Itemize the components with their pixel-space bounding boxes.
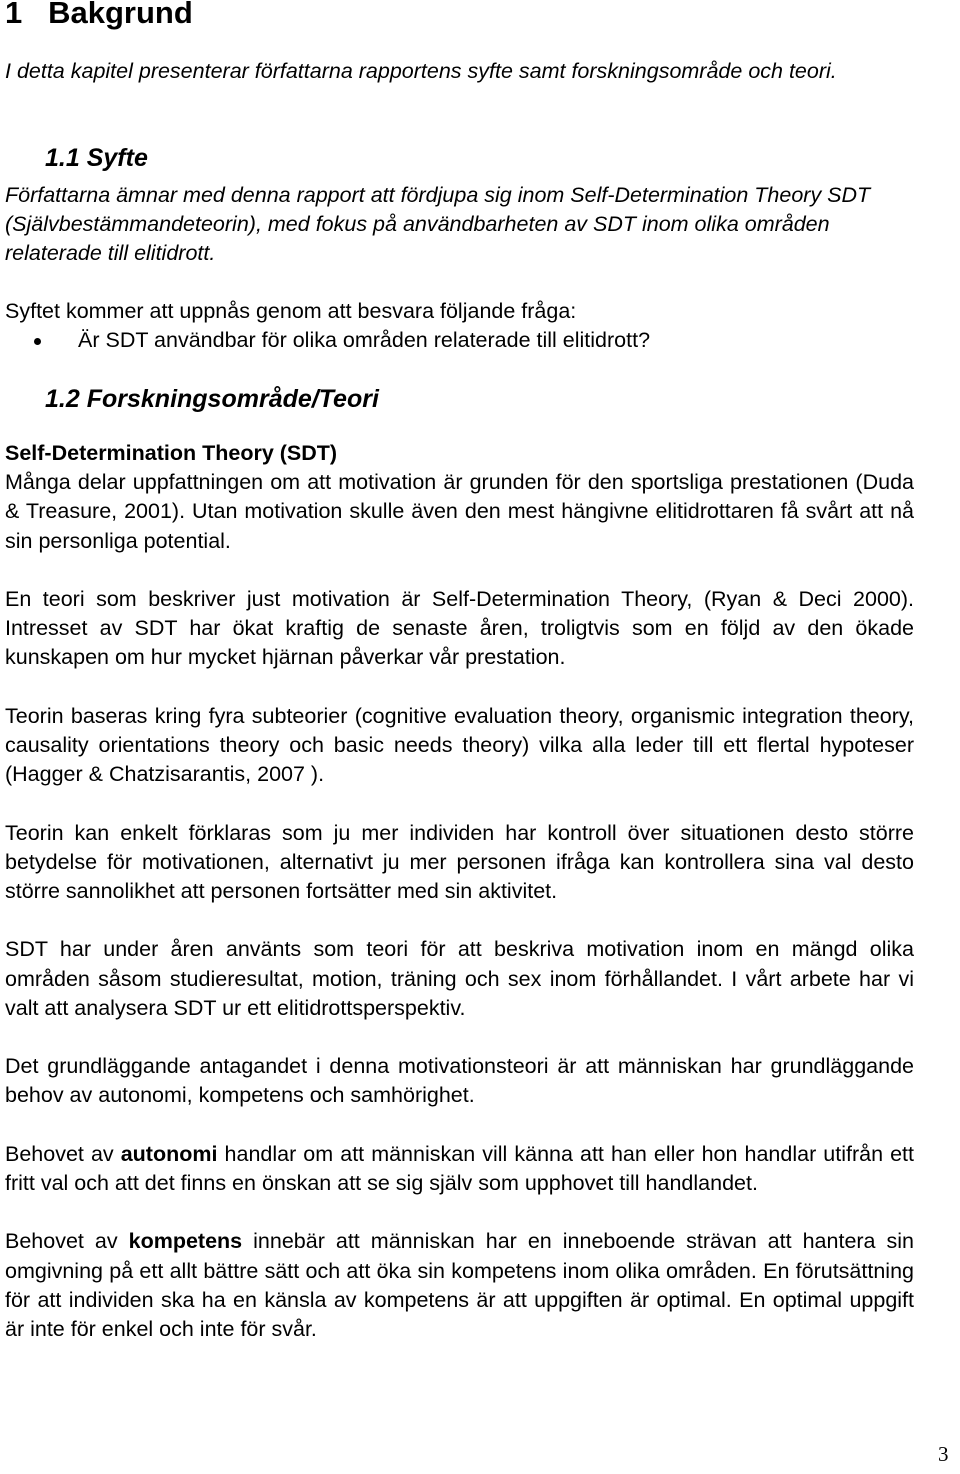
text-run: Behovet av <box>5 1229 129 1254</box>
paragraph: En teori som beskriver just motivation är Self-Determination Theory, (Ryan & Deci 2000). Intresset av SDT har ökat kraftig de senaste åren, troligtvis som en följd av den ökade kunskapen om hur mycket hjärnan påverkar vår prestation. <box>5 587 914 670</box>
section-number: 1.2 <box>45 385 80 413</box>
section-number: 1.1 <box>45 144 80 172</box>
term-autonomi: autonomi <box>120 1141 218 1166</box>
section-title: Syfte <box>86 144 148 172</box>
paragraph: Många delar uppfattningen om att motivation är grunden för den sportsliga prestationen (Duda & Treasure, 2001). Utan motivation skulle även den mest hängivne elitidrottaren få svårt att nå sin personliga potential. <box>5 470 914 553</box>
term-kompetens: kompetens <box>128 1229 243 1254</box>
text-run: innebär att människan har en inneboende strävan att hantera sin omgivning på ett allt bättre sätt och att öka sin kompetens inom olika områden. En förutsättning för att individen ska ha en känsla av kompetens är att uppgiften är optimal. En optimal uppgift är inte för enkel och inte för svår. <box>5 1229 915 1341</box>
text-run: Behovet av <box>5 1141 121 1166</box>
section-heading-syfte <box>45 143 148 173</box>
page-number: 3 <box>938 1442 949 1466</box>
paragraph-kompetens <box>5 1227 914 1344</box>
list-item <box>5 326 650 355</box>
section-heading-forskningsomrade <box>45 384 379 414</box>
paragraph: Teorin kan enkelt förklaras som ju mer individen har kontroll över situationen desto större betydelse för motivationen, alternativt ju mer personen ifråga kan kontrollera sina val desto större sannolikhet att personen fortsätter med sin aktivitet. <box>5 820 914 903</box>
chapter-number: 1 <box>5 0 23 30</box>
paragraph: Det grundläggande antagandet i denna motivationsteori är att människan har grundläggande behov av autonomi, kompetens och samhörighet. <box>5 1054 914 1108</box>
question-list <box>5 326 650 355</box>
paragraph: Teorin baseras kring fyra subteorier (cognitive evaluation theory, organismic integration theory, causality orientations theory och basic needs theory) vilka alla leder till ett flertal hypoteser (Hagger & Chatzisarantis, 2007 ). <box>5 703 914 787</box>
paragraph: SDT har under åren använts som teori för att beskriva motivation inom en mängd olika områden såsom studieresultat, motion, träning och sex inom förhållandet. I vårt arbete har vi valt att analysera SDT ur ett elitidrottsperspektiv. <box>5 937 914 1020</box>
paragraph-autonomi <box>5 1140 914 1198</box>
chapter-title: Bakgrund <box>48 0 193 30</box>
text-run: handlar om att människan vill känna att han eller hon handlar utifrån ett fritt val och att det finns en önskan att se sig själv som upphovet till handlandet. <box>5 1141 915 1195</box>
chapter-intro: I detta kapitel presenterar författarna rapportens syfte samt forskningsområde och teori. <box>5 59 837 83</box>
subheading-sdt: Self-Determination Theory (SDT) <box>5 441 338 465</box>
bullet-icon <box>34 338 41 345</box>
chapter-heading <box>5 0 193 31</box>
list-item-text: Är SDT användbar för olika områden relaterade till elitidrott? <box>78 328 651 352</box>
syfte-question-intro: Syftet kommer att uppnås genom att besvara följande fråga: <box>5 299 577 323</box>
section-body <box>5 439 914 1373</box>
section-title: Forskningsområde/Teori <box>86 385 379 413</box>
syfte-paragraph: Författarna ämnar med denna rapport att fördjupa sig inom Self-Determination Theory SDT (Självbestämmandeteorin), med fokus på användbarheten av SDT inom olika områden relaterade till elitidrott. <box>5 183 871 266</box>
